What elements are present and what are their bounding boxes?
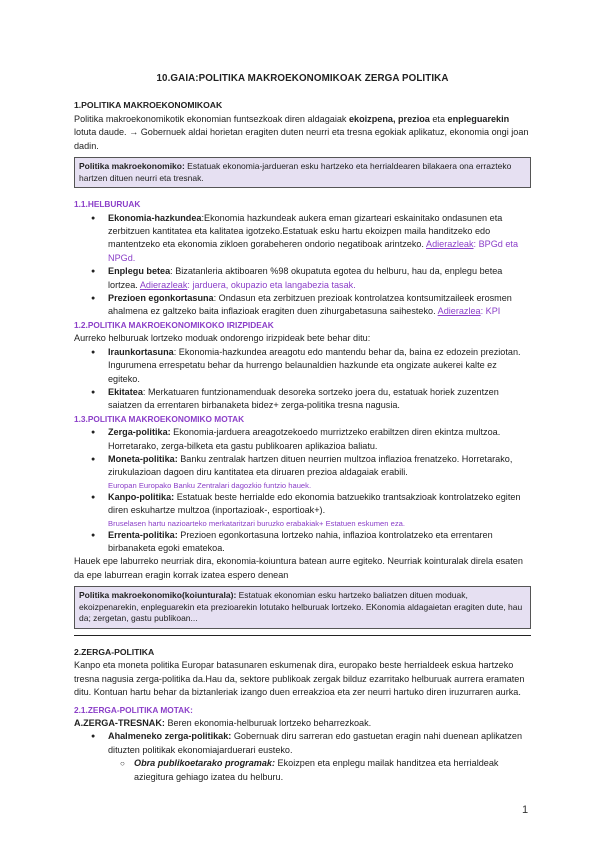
- list-item: ● Errenta-politika: Prezioen egonkortasuna lortzeko nahia, inflazioa kontrolatzeko eta errentaren birbanaketa egoki ematekoa.: [108, 529, 531, 556]
- list-item: ● Ekitatea: Merkatuaren funtzionamenduak desoreka sortzeko joera du, estatuak horiek zuzentzen saiatzen da errentaren birbanaketa bidez+ zerga-politika tresna nagusia.: [108, 386, 531, 413]
- paragraph: Politika makroekonomikotik ekonomian funtsezkoak diren aldagaiak ekoizpena, prezioa eta enpleguarekin lotuta daude. → Gobernuek aldai horietan eragiten duten neurri eta tresna egokiak aplikatuz, ekonomia ongi joan dadin.: [74, 113, 529, 151]
- subsection-heading: 1.1.HELBURUAK: [74, 199, 141, 210]
- list-item: ● Iraunkortasuna: Ekonomia-hazkundea areagotu edo mantendu behar da, baina ez edozein preziotan. Ingurumena errespetatu behar da hurrengo belaunaldien hazkunde eta ongizate aukerei kalte ez egiteko.: [108, 346, 531, 386]
- subsection-heading: 1.2.POLITIKA MAKROEKONOMIKOKO IRIZPIDEAK: [74, 319, 274, 330]
- sub-list-item: ○ Obra publikoetarako programak: Ekoizpen eta enplegu mailak handitzea eta herrialdeak aziegitura gehiago izatea du helburu.: [134, 757, 531, 784]
- definition-box: Politika makroekonomiko: Estatuak ekonomia-jardueran esku hartzeko eta herrialdearen bilakaera ona errazteko hartzen dituen neurri eta tresnak.: [74, 157, 531, 188]
- paragraph: Hauek epe laburreko neurriak dira, ekonomia-koiuntura batean aurre egiteko. Neurriak kointuralak direla esaten da epe laburrean eragin korrak izatea espero denean: [74, 556, 523, 580]
- document-page: [74, 72, 531, 784]
- list-item: ● Kanpo-politika: Estatuak beste herrialde edo ekonomia batzuekiko trantsakzioak kontrolatzeko egiten diren eskuhartze multzoa (inportazioak-, esportioak+). Bruselasen hartu nazioarteko merkataritzari buruzko erabakiak+ Estatuen eskumen eza.: [108, 491, 531, 529]
- tools-list: [74, 730, 531, 784]
- paragraph: Kanpo eta moneta politika Europar batasunaren eskumenak dira, europako beste herrialdeek eskua hartzeko tresna nagusia zerga-politika da.Hau da, sektore publikoak zergak bilduz ezarritako helburuak aurrera eramaten ditu. Kontuan hartu behar da biztanleriak izango duen erreakzioa eta zer neurri hartuko diren iruzurraren aurka.: [74, 660, 525, 698]
- subsection-heading: 1.3.POLITIKA MAKROEKONOMIKO MOTAK: [74, 413, 245, 424]
- sub-list: [108, 757, 531, 784]
- list-item: ● Prezioen egonkortasuna: Ondasun eta zerbitzuen prezioak kontrolatzea kontsumitzaileek erosmen ahalmena ez galtzeko baita inflazioak eragiten duen zihurgabetasuna saihesteko. Adierazlea: KPI: [108, 292, 531, 319]
- subsection-heading: 2.1.ZERGA-POLITIKA MOTAK:: [74, 704, 193, 715]
- note: Europan Europako Banku Zentralari dagozkio funtzio hauek.: [108, 480, 312, 490]
- section-heading: 1.POLITIKA MAKROEKONOMIKOAK: [74, 100, 223, 111]
- list-item: ● Ahalmeneko zerga-politikak: Gobernuak diru sarreran edo gastuetan eragin nahi duenean aplikatzen dituzten politikak ekonomiajarduerari eusteko. ○ Obra publikoetarako programak: Ekoizpen eta enplegu mailak handitzea eta herrialdeak aziegitura gehiago izatea du helburu.: [108, 730, 531, 784]
- policy-types-list: [74, 426, 531, 555]
- section-heading: 2.ZERGA-POLITIKA: [74, 646, 155, 657]
- divider: [74, 635, 531, 636]
- note: Bruselasen hartu nazioarteko merkataritzari buruzko erabakiak+ Estatuen eskumen eza.: [108, 518, 405, 528]
- criteria-list: [74, 346, 531, 413]
- paragraph: A.ZERGA-TRESNAK: Beren ekonomia-helburuak lortzeko beharrezkoak.: [74, 718, 372, 728]
- list-item: ● Moneta-politika: Banku zentralak hartzen dituen neurrien multzoa inflazioa frenatzeko. Horretarako, zirukulazioan dagoen diru kantitatea eta diruaren prezioa aldagaiak erabili. Europan Europako Banku Zentralari dagozkio funtzio hauek.: [108, 453, 531, 491]
- document-title: 10.GAIA:POLITIKA MAKROEKONOMIKOAK ZERGA POLITIKA: [156, 73, 449, 84]
- paragraph: Aurreko helburuak lortzeko moduak ondorengo irizpideak bete behar ditu:: [74, 333, 371, 344]
- list-item: ● Zerga-politika: Ekonomia-jarduera areagotzekoedo murriztzeko erabiltzen diren ekintza multzoa. Horretarako, zerga-bilketa eta gastu publikoaren aplikazioa baliatu.: [108, 426, 531, 453]
- list-item: ● Enplegu betea: Bizatanleria aktiboaren %98 okupatuta egotea du helburu, hau da, enplegu betea lortzea. Adierazleak: jarduera, okupazio eta langabezia tasak.: [108, 265, 531, 292]
- goals-list: [74, 212, 531, 319]
- definition-box: Politika makroekonomiko(koiunturala): Estatuak ekonomian esku hartzeko baliatzen dituen moduak, ekoizpenarekin, enpleguarekin eta prezioarekin lotutako helburuak lortzeko. EKonomia aldagaietan eragiten dute, hau da; zergetan, gastu publikoan...: [74, 586, 531, 629]
- list-item: ● Ekonomia-hazkundea:Ekonomia hazkundeak aukera eman gizarteari eskainitako ondasunen eta zerbitzuen kantitatea eta kalitatea igotzeko.Estatuak esku hartu ekoizpen maila handitzeko edo mantentzeko eta ekonomia zikloen gorabeheren ondorio negatiboak arintzeko. Adierazleak: BPGd eta NPGd.: [108, 212, 531, 266]
- page-number: 1: [522, 804, 529, 816]
